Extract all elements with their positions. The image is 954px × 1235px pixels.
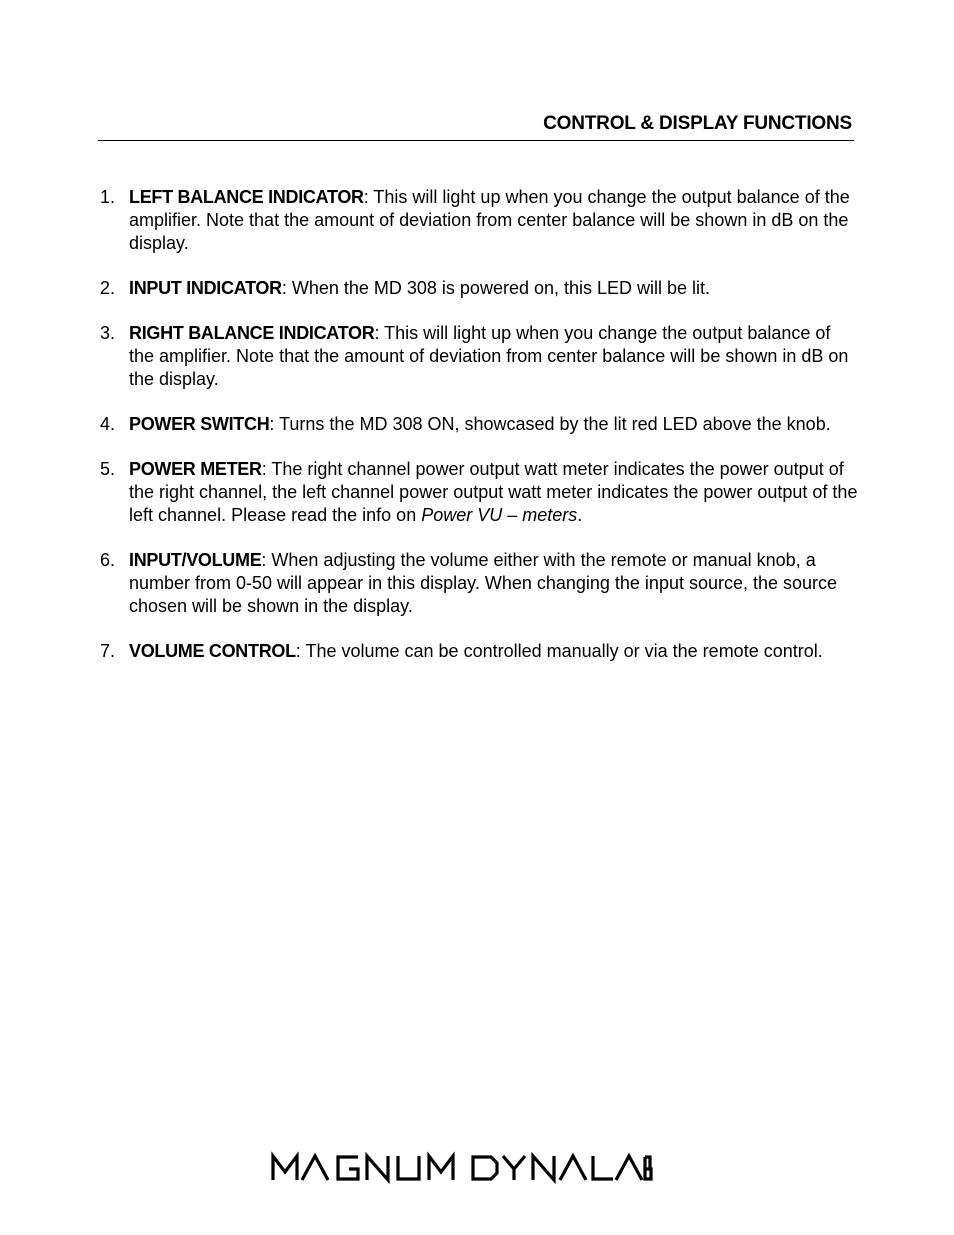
item-number: 7.: [100, 641, 116, 661]
item-term: RIGHT BALANCE INDICATOR: [129, 323, 375, 343]
list-item: [100, 549, 860, 618]
brand-logo: [270, 1150, 654, 1190]
list-item: [100, 413, 860, 436]
list-item: [100, 277, 860, 300]
page-header: [98, 112, 854, 141]
list-item: [100, 186, 860, 255]
item-tail: .: [577, 505, 583, 525]
item-description: : This will light up when you change the output balance of the amplifier. Note that the amount of deviation from center balance will be shown in dB on the display.: [129, 323, 849, 389]
item-term: INPUT INDICATOR: [129, 278, 282, 298]
list-item: [100, 640, 860, 663]
item-description: : When the MD 308 is powered on, this LED will be lit.: [281, 278, 711, 298]
item-term: POWER SWITCH: [129, 414, 270, 434]
item-number: 6.: [100, 550, 116, 570]
item-term: POWER METER: [129, 459, 262, 479]
brand-logo-wordmark: [270, 1150, 654, 1190]
item-term: INPUT/VOLUME: [129, 550, 262, 570]
item-description: : Turns the MD 308 ON, showcased by the lit red LED above the knob.: [269, 414, 831, 434]
item-number: 5.: [100, 459, 116, 479]
list-item: [100, 322, 860, 391]
item-description: : The volume can be controlled manually or via the remote control.: [295, 641, 823, 661]
item-number: 4.: [100, 414, 116, 434]
list-item: [100, 458, 860, 527]
item-number: 2.: [100, 278, 116, 298]
item-description: : This will light up when you change the output balance of the amplifier. Note that the amount of deviation from center balance will be shown in dB on the display.: [129, 187, 850, 253]
function-list: [100, 186, 860, 685]
item-number: 3.: [100, 323, 116, 343]
item-description: : When adjusting the volume either with the remote or manual knob, a number from 0-50 will appear in this display. When changing the input source, the source chosen will be shown in the display.: [129, 550, 838, 616]
item-description: : The right channel power output watt meter indicates the power output of the right channel, the left channel power output watt meter indicates the power output of the left channel. Please read the info on: [129, 459, 858, 525]
page-title: CONTROL & DISPLAY FUNCTIONS: [543, 113, 852, 134]
item-number: 1.: [100, 187, 116, 207]
item-term: LEFT BALANCE INDICATOR: [129, 187, 364, 207]
item-term: VOLUME CONTROL: [129, 641, 296, 661]
item-reference: Power VU – meters: [421, 505, 578, 525]
